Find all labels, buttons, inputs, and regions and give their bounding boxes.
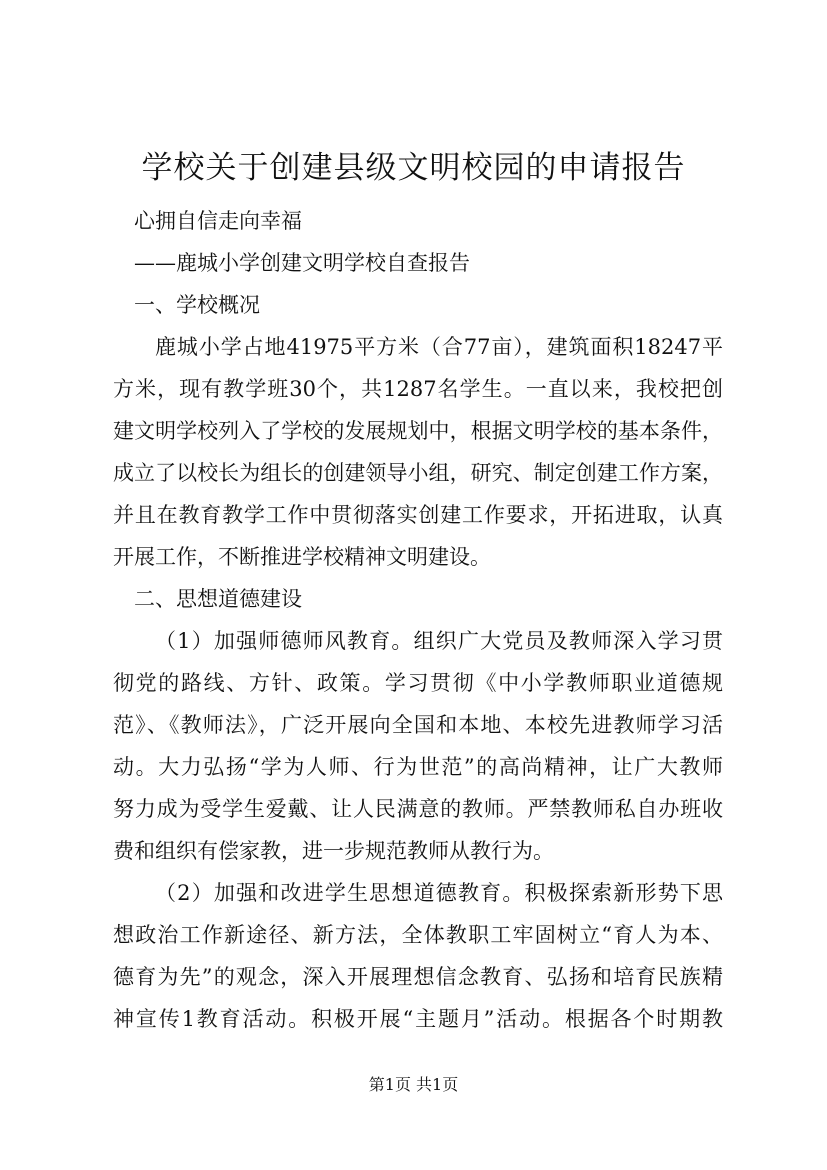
- section-heading: 一、学校概况: [134, 293, 260, 317]
- paragraph-line: 动。大力弘扬“学为人师、行为世范”的高尚精神，让广大教师: [113, 755, 723, 779]
- document-body: [113, 200, 723, 1040]
- paragraph-line: 并且在教育教学工作中贯彻落实创建工作要求，开拓进取，认真: [113, 503, 723, 527]
- paragraph-line: （2）加强和改进学生思想道德教育。积极探索新形势下思: [155, 881, 723, 905]
- paragraph-line: 想政治工作新途径、新方法，全体教职工牢固树立“育人为本、: [113, 923, 723, 947]
- paragraph-line: （1）加强师德师风教育。组织广大党员及教师深入学习贯: [155, 629, 723, 653]
- paragraph-line: 开展工作，不断推进学校精神文明建设。: [113, 545, 491, 569]
- page-footer: 第1页 共1页: [368, 1075, 459, 1094]
- paragraph-line: 费和组织有偿家教，进一步规范教师从教行为。: [113, 839, 554, 863]
- paragraph-line: 神宣传1教育活动。积极开展“主题月”活动。根据各个时期教: [113, 1007, 723, 1031]
- paragraph-line: 彻党的路线、方针、政策。学习贯彻《中小学教师职业道德规: [113, 671, 723, 695]
- paragraph-line: 鹿城小学占地41975平方米（合77亩），建筑面积18247平: [155, 335, 723, 359]
- paragraph-line: 建文明学校列入了学校的发展规划中，根据文明学校的基本条件，: [113, 419, 723, 443]
- paragraph-line: 努力成为受学生爱戴、让人民满意的教师。严禁教师私自办班收: [113, 797, 723, 821]
- paragraph-line: 成立了以校长为组长的创建领导小组，研究、制定创建工作方案，: [113, 461, 723, 485]
- subtitle-line: 心拥自信走向幸福: [134, 209, 302, 233]
- paragraph-line: 范》、《教师法》，广泛开展向全国和本地、本校先进教师学习活: [113, 713, 723, 737]
- subtitle-line: ——鹿城小学创建文明学校自查报告: [134, 251, 470, 275]
- paragraph-line: 德育为先”的观念，深入开展理想信念教育、弘扬和培育民族精: [113, 965, 723, 989]
- paragraph-line: 方米，现有教学班30个，共1287名学生。一直以来，我校把创: [113, 377, 723, 401]
- document-title: 学校关于创建县级文明校园的申请报告: [141, 150, 686, 186]
- section-heading: 二、思想道德建设: [134, 587, 302, 611]
